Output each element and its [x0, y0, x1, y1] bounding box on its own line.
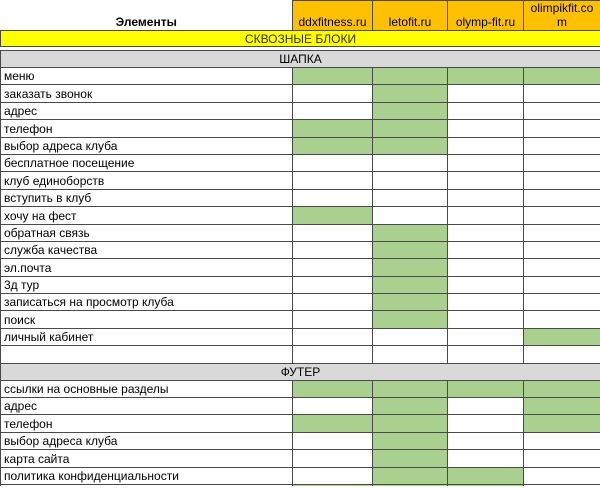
row-label-cell[interactable]: поиск — [1, 311, 293, 328]
feature-cell[interactable] — [373, 259, 448, 276]
feature-cell[interactable] — [293, 85, 373, 102]
feature-cell[interactable] — [448, 380, 524, 397]
feature-cell[interactable] — [524, 154, 600, 171]
feature-cell[interactable] — [373, 120, 448, 137]
feature-cell[interactable] — [373, 68, 448, 85]
row-label-cell[interactable]: личный кабинет — [1, 328, 293, 345]
banner-row — [1, 31, 600, 47]
table-row — [1, 415, 600, 432]
table-row — [1, 154, 600, 171]
row-label-cell[interactable]: бесплатное посещение — [1, 154, 293, 171]
feature-cell[interactable] — [293, 432, 373, 449]
feature-cell[interactable] — [293, 224, 373, 241]
feature-cell[interactable] — [524, 224, 600, 241]
header-row — [1, 1, 600, 31]
feature-cell[interactable] — [373, 207, 448, 224]
feature-cell[interactable] — [373, 294, 448, 311]
feature-cell[interactable] — [293, 467, 373, 484]
feature-cell[interactable] — [293, 102, 373, 119]
feature-cell[interactable] — [448, 102, 524, 119]
feature-cell[interactable] — [524, 380, 600, 397]
table-row — [1, 137, 600, 154]
feature-cell[interactable] — [293, 120, 373, 137]
feature-cell[interactable] — [524, 241, 600, 258]
feature-cell[interactable] — [524, 189, 600, 206]
feature-cell[interactable] — [373, 311, 448, 328]
table-row — [1, 241, 600, 258]
table-row — [1, 68, 600, 85]
feature-cell[interactable] — [524, 294, 600, 311]
column-header-site-olimpikfit[interactable]: olimpikfit.com — [524, 1, 600, 31]
table-row — [1, 311, 600, 328]
section-title[interactable]: ФУТЕР — [1, 363, 600, 380]
row-label-cell[interactable] — [1, 346, 293, 363]
feature-cell[interactable] — [524, 432, 600, 449]
row-label-cell[interactable]: записаться на просмотр клуба — [1, 294, 293, 311]
feature-cell[interactable] — [448, 432, 524, 449]
row-label-cell[interactable] — [1, 484, 293, 486]
feature-cell[interactable] — [293, 207, 373, 224]
feature-cell[interactable] — [448, 241, 524, 258]
row-label-cell[interactable]: эл.почта — [1, 259, 293, 276]
row-label-cell[interactable]: карта сайта — [1, 450, 293, 467]
table-row — [1, 380, 600, 397]
feature-cell[interactable] — [293, 311, 373, 328]
feature-cell[interactable] — [373, 102, 448, 119]
row-label-cell[interactable]: выбор адреса клуба — [1, 137, 293, 154]
table-row — [1, 450, 600, 467]
feature-cell[interactable] — [448, 450, 524, 467]
feature-cell[interactable] — [524, 398, 600, 415]
table-row — [1, 224, 600, 241]
feature-cell[interactable] — [293, 415, 373, 432]
feature-cell[interactable] — [524, 450, 600, 467]
row-label-cell[interactable]: 3д тур — [1, 276, 293, 293]
row-label-cell[interactable]: телефон — [1, 415, 293, 432]
feature-cell[interactable] — [448, 415, 524, 432]
table-row — [1, 172, 600, 189]
row-label-cell[interactable]: ссылки на основные разделы — [1, 380, 293, 397]
feature-cell[interactable] — [293, 137, 373, 154]
feature-cell[interactable] — [293, 346, 373, 363]
feature-cell[interactable] — [293, 328, 373, 345]
table-row — [1, 467, 600, 484]
table-row — [1, 432, 600, 449]
column-header-elements[interactable]: Элементы — [1, 1, 293, 31]
section-header-row-1 — [1, 363, 600, 380]
feature-cell[interactable] — [524, 172, 600, 189]
feature-cell[interactable] — [373, 172, 448, 189]
feature-cell[interactable] — [524, 85, 600, 102]
feature-cell[interactable] — [448, 154, 524, 171]
section-title[interactable]: ШАПКА — [1, 51, 600, 68]
row-label-cell[interactable]: обратная связь — [1, 224, 293, 241]
feature-cell[interactable] — [373, 484, 448, 486]
feature-cell[interactable] — [373, 415, 448, 432]
row-label-cell[interactable]: адрес — [1, 102, 293, 119]
row-label-cell[interactable]: меню — [1, 68, 293, 85]
feature-cell[interactable] — [373, 346, 448, 363]
feature-cell[interactable] — [448, 68, 524, 85]
feature-cell[interactable] — [373, 467, 448, 484]
row-label-cell[interactable]: телефон — [1, 120, 293, 137]
feature-cell[interactable] — [293, 484, 373, 486]
row-label-cell[interactable]: служба качества — [1, 241, 293, 258]
feature-cell[interactable] — [524, 467, 600, 484]
feature-cell[interactable] — [373, 450, 448, 467]
feature-cell[interactable] — [373, 276, 448, 293]
feature-cell[interactable] — [448, 311, 524, 328]
feature-cell[interactable] — [448, 137, 524, 154]
feature-cell[interactable] — [373, 328, 448, 345]
table-row — [1, 102, 600, 119]
row-label-cell[interactable]: вступить в клуб — [1, 189, 293, 206]
feature-cell[interactable] — [448, 467, 524, 484]
feature-cell[interactable] — [293, 294, 373, 311]
feature-cell[interactable] — [448, 276, 524, 293]
row-label-cell[interactable]: заказать звонок — [1, 85, 293, 102]
column-header-site-olympfit[interactable]: olymp-fit.ru — [448, 1, 524, 31]
feature-cell[interactable] — [448, 294, 524, 311]
feature-cell[interactable] — [524, 207, 600, 224]
feature-cell[interactable] — [524, 137, 600, 154]
feature-cell[interactable] — [448, 346, 524, 363]
feature-cell[interactable] — [293, 450, 373, 467]
feature-cell[interactable] — [448, 259, 524, 276]
table-row — [1, 259, 600, 276]
feature-cell[interactable] — [524, 484, 600, 486]
feature-cell[interactable] — [524, 415, 600, 432]
feature-cell[interactable] — [524, 102, 600, 119]
feature-cell[interactable] — [373, 189, 448, 206]
feature-cell[interactable] — [524, 120, 600, 137]
table-row — [1, 207, 600, 224]
banner-skvoznye-bloki[interactable]: СКВОЗНЫЕ БЛОКИ — [1, 31, 600, 47]
feature-cell[interactable] — [373, 137, 448, 154]
feature-cell[interactable] — [373, 241, 448, 258]
section-header-row-0 — [1, 51, 600, 68]
feature-cell[interactable] — [293, 398, 373, 415]
feature-cell[interactable] — [373, 85, 448, 102]
partial-bottom-row — [1, 484, 600, 486]
feature-cell[interactable] — [448, 224, 524, 241]
feature-cell[interactable] — [293, 154, 373, 171]
feature-cell[interactable] — [448, 398, 524, 415]
feature-cell[interactable] — [524, 311, 600, 328]
feature-cell[interactable] — [448, 85, 524, 102]
table-row — [1, 328, 600, 345]
feature-cell[interactable] — [448, 189, 524, 206]
feature-cell[interactable] — [373, 380, 448, 397]
feature-cell[interactable] — [293, 241, 373, 258]
feature-cell[interactable] — [293, 172, 373, 189]
table-row — [1, 189, 600, 206]
feature-cell[interactable] — [373, 432, 448, 449]
table-row — [1, 346, 600, 363]
feature-cell[interactable] — [293, 380, 373, 397]
feature-cell[interactable] — [448, 172, 524, 189]
feature-cell[interactable] — [448, 328, 524, 345]
feature-cell[interactable] — [293, 68, 373, 85]
row-label-cell[interactable]: клуб единоборств — [1, 172, 293, 189]
row-label-cell[interactable]: адрес — [1, 398, 293, 415]
feature-cell[interactable] — [448, 484, 524, 486]
feature-cell[interactable] — [524, 346, 600, 363]
feature-cell[interactable] — [293, 276, 373, 293]
row-label-cell[interactable]: хочу на фест — [1, 207, 293, 224]
table-row — [1, 120, 600, 137]
table-row — [1, 276, 600, 293]
comparison-table-body — [1, 1, 600, 487]
feature-cell[interactable] — [373, 154, 448, 171]
feature-cell[interactable] — [448, 207, 524, 224]
table-row — [1, 398, 600, 415]
feature-cell[interactable] — [293, 259, 373, 276]
feature-cell[interactable] — [524, 328, 600, 345]
row-label-cell[interactable]: политика конфиденциальности — [1, 467, 293, 484]
feature-cell[interactable] — [524, 259, 600, 276]
table-row — [1, 294, 600, 311]
feature-cell[interactable] — [524, 68, 600, 85]
row-label-cell[interactable]: выбор адреса клуба — [1, 432, 293, 449]
table-row — [1, 85, 600, 102]
feature-cell[interactable] — [373, 224, 448, 241]
feature-cell[interactable] — [373, 398, 448, 415]
column-header-site-letofit[interactable]: letofit.ru — [373, 1, 448, 31]
column-header-site-ddxfitness[interactable]: ddxfitness.ru — [293, 1, 373, 31]
feature-cell[interactable] — [524, 276, 600, 293]
feature-cell[interactable] — [448, 120, 524, 137]
feature-cell[interactable] — [293, 189, 373, 206]
